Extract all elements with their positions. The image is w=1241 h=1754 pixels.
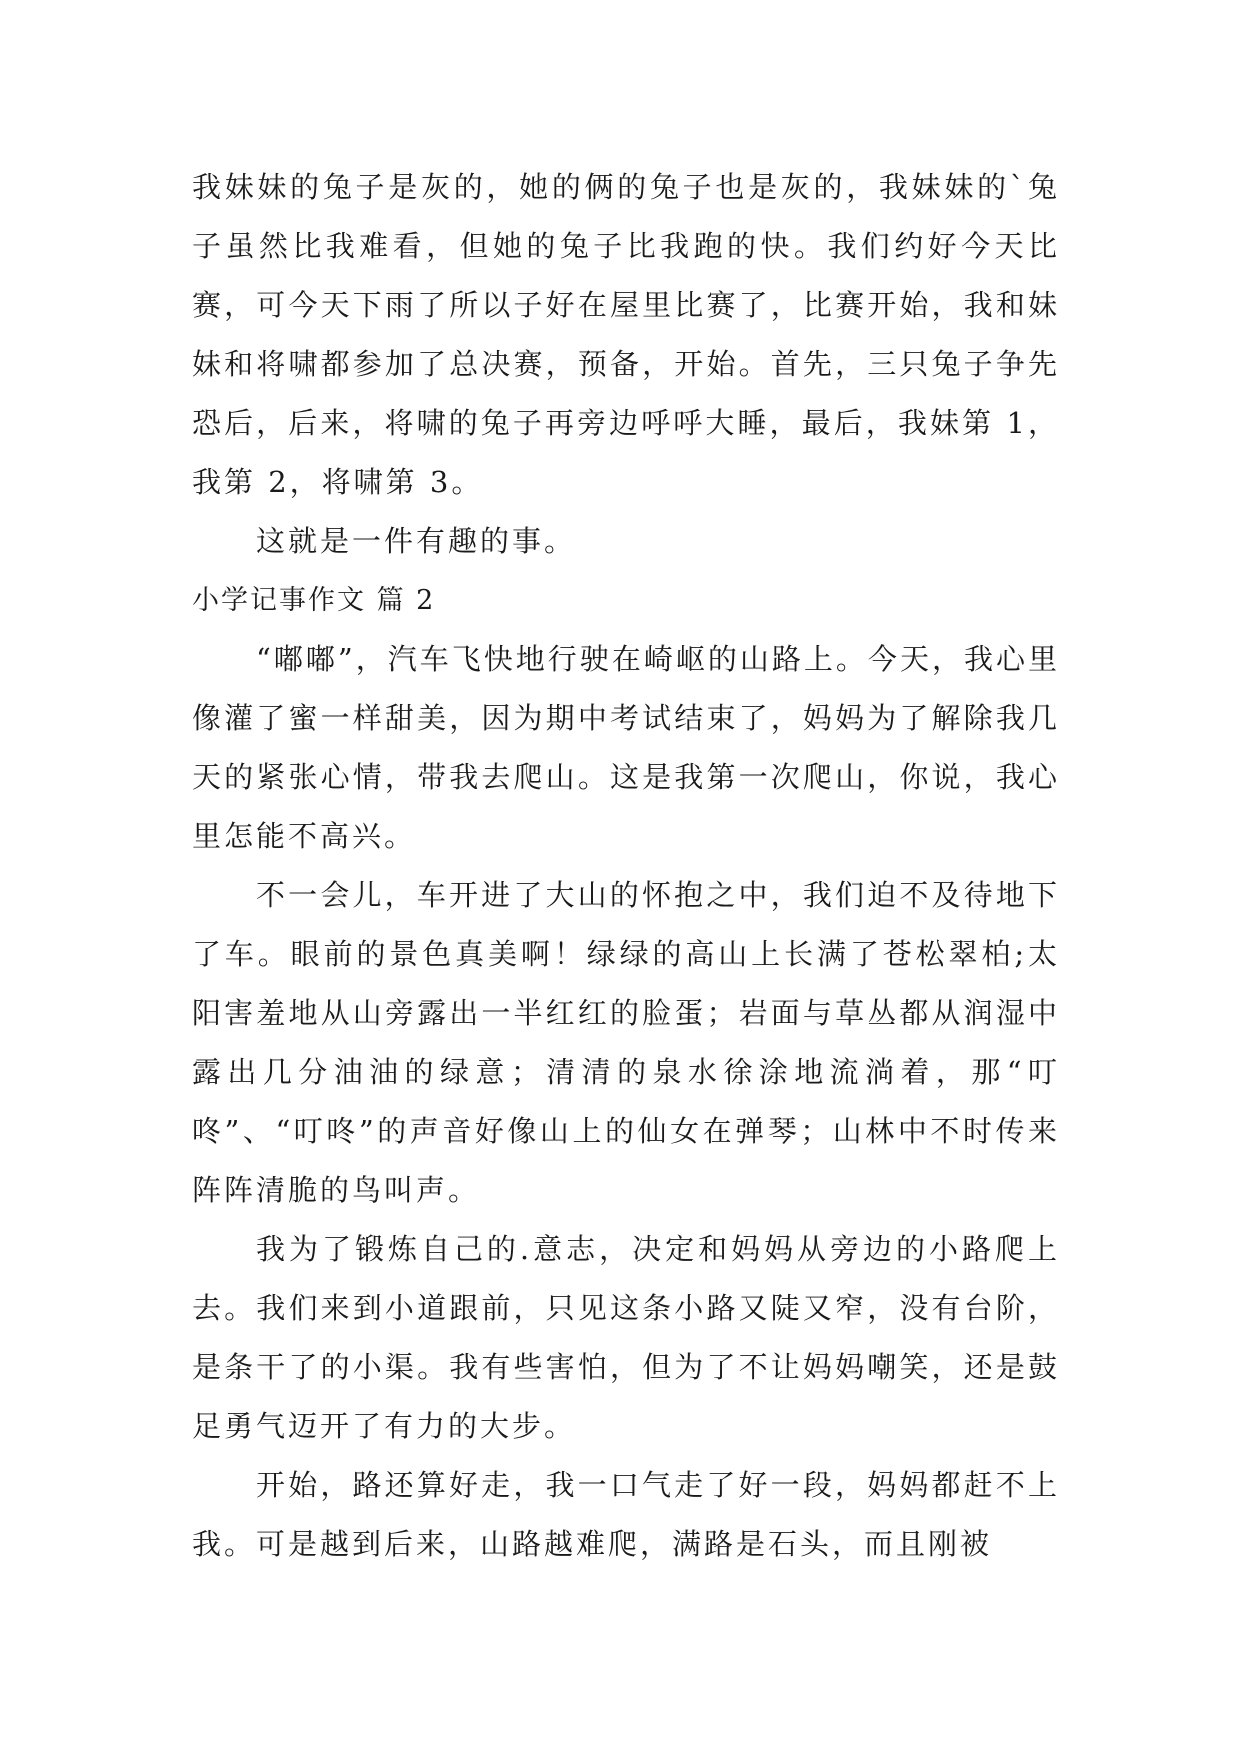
paragraph: 不一会儿，车开进了大山的怀抱之中，我们迫不及待地下了车。眼前的景色真美啊！绿绿的高山上长满了苍松翠柏;太阳害羞地从山旁露出一半红红的脸蛋；岩面与草丛都从润湿中露出几分油油的绿意；清清的泉水徐涂地流淌着，那“叮咚”、“叮咚”的声音好像山上的仙女在弹琴；山林中不时传来阵阵清脆的鸟叫声。 bbox=[192, 878, 1060, 1207]
paragraph: 开始，路还算好走，我一口气走了好一段，妈妈都赶不上我。可是越到后来，山路越难爬，满路是石头，而且刚被 bbox=[192, 1468, 1060, 1561]
paragraph: 我妹妹的兔子是灰的，她的俩的兔子也是灰的，我妹妹的`兔子虽然比我难看，但她的兔子比我跑的快。我们约好今天比赛，可今天下雨了所以子好在屋里比赛了，比赛开始，我和妹妹和将啸都参加了总决赛，预备，开始。首先，三只兔子争先恐后，后来，将啸的兔子再旁边呼呼大睡，最后，我妹第 1，我第 2，将啸第 3。 bbox=[192, 170, 1060, 499]
paragraph: “嘟嘟”，汽车飞快地行驶在崎岖的山路上。今天，我心里像灌了蜜一样甜美，因为期中考试结束了，妈妈为了解除我几天的紧张心情，带我去爬山。这是我第一次爬山，你说，我心里怎能不高兴。 bbox=[192, 642, 1060, 853]
paragraph: 我为了锻炼自己的.意志，决定和妈妈从旁边的小路爬上去。我们来到小道跟前，只见这条小路又陡又窄，没有台阶，是条干了的小渠。我有些害怕，但为了不让妈妈嘲笑，还是鼓足勇气迈开了有力的大步。 bbox=[192, 1232, 1060, 1443]
paragraph: 这就是一件有趣的事。 bbox=[256, 524, 577, 558]
section-title: 小学记事作文 篇 2 bbox=[192, 585, 436, 616]
document-body bbox=[192, 158, 1060, 1574]
